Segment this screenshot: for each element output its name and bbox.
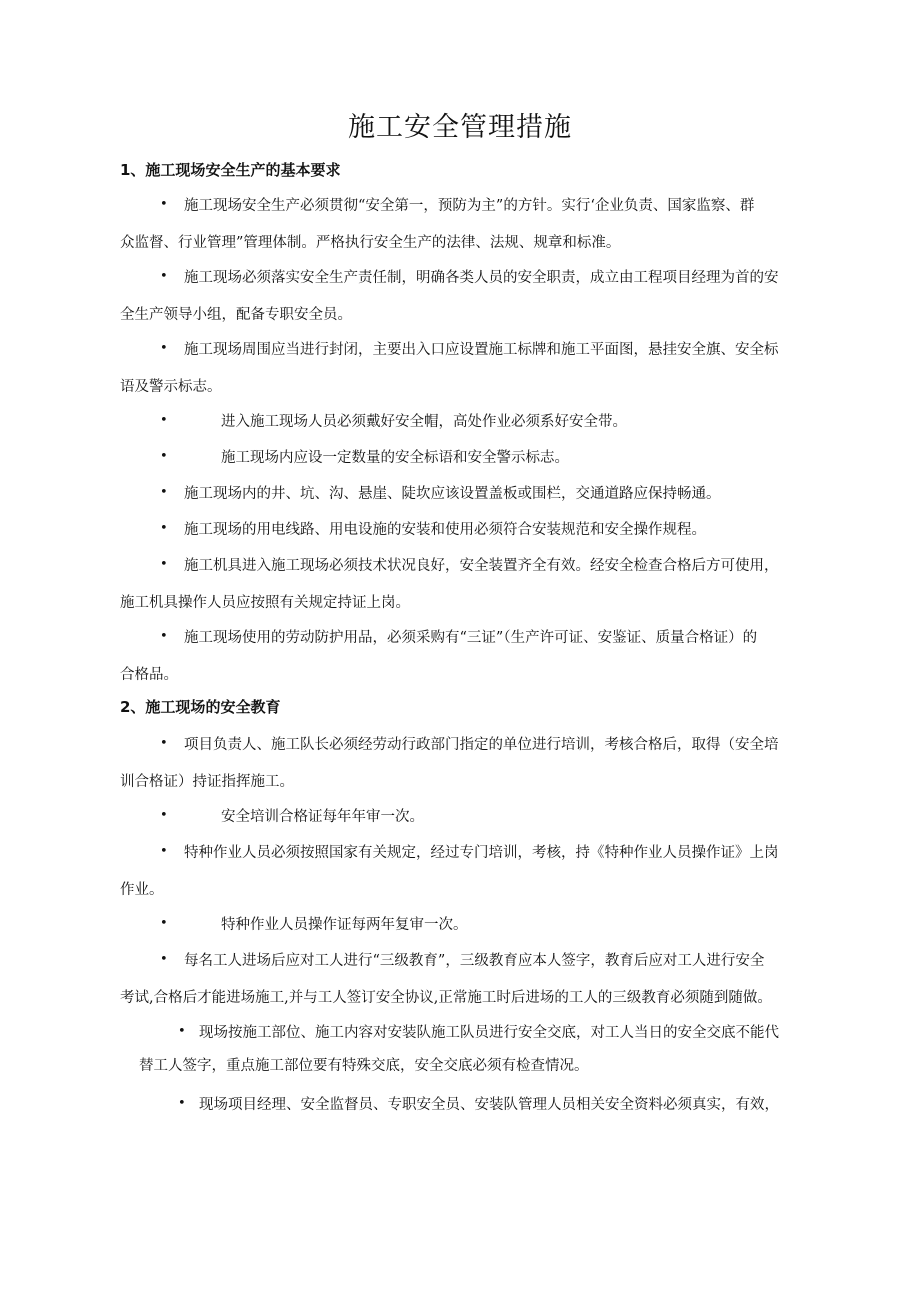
list-item-line: 施工现场使用的劳动防护用品，必须采购有“三证”（生产许可证、安鉴证、质量合格证）的 (184, 630, 758, 646)
list-item-line: 全生产领导小组，配备专职安全员。 (120, 307, 352, 323)
bullet-icon: • (160, 557, 168, 572)
list-item-line: 众监督、行业管理”管理体制。严格执行安全生产的法律、法规、规章和标准。 (120, 235, 621, 251)
bullet-icon: • (160, 629, 168, 644)
list-item-line: 作业。 (120, 882, 164, 898)
bullet-icon: • (160, 844, 168, 859)
list-item-line: 施工机具操作人员应按照有关规定持证上岗。 (120, 595, 410, 611)
list-item-line: 施工现场内应设一定数量的安全标语和安全警示标志。 (221, 450, 569, 466)
bullet-icon: • (160, 449, 168, 464)
list-item-line: 项目负责人、施工队长必须经劳动行政部门指定的单位进行培训，考核合格后，取得（安全培 (184, 737, 779, 753)
bullet-icon: • (160, 521, 168, 536)
bullet-icon: • (160, 808, 168, 823)
bullet-icon: • (160, 485, 168, 500)
list-item-line: 考试,合格后才能进场施工,并与工人签订安全协议,正常施工时后进场的工人的三级教育必须随到随做。 (120, 990, 772, 1006)
bullet-icon: • (160, 413, 168, 428)
document-title: 施工安全管理措施 (348, 112, 572, 143)
bullet-icon: • (160, 341, 168, 356)
bullet-icon: • (160, 736, 168, 751)
section-heading: 1、施工现场安全生产的基本要求 (120, 161, 341, 179)
bullet-icon: • (160, 269, 168, 284)
list-item-line: 训合格证）持证指挥施工。 (120, 774, 294, 790)
bullet-icon: • (160, 197, 168, 212)
list-item-line: 施工机具进入施工现场必须技术状况良好，安全装置齐全有效。经安全检查合格后方可使用， (184, 558, 779, 574)
bullet-icon: • (178, 1024, 186, 1039)
list-item-line: 施工现场的用电线路、用电设施的安装和使用必须符合安装规范和安全操作规程。 (184, 522, 706, 538)
bullet-icon: • (160, 952, 168, 967)
list-item-line: 语及警示标志。 (120, 379, 222, 395)
list-item-line: 特种作业人员必须按照国家有关规定，经过专门培训，考核，持《特种作业人员操作证》上岗 (184, 845, 779, 861)
list-item-line: 特种作业人员操作证每两年复审一次。 (221, 917, 468, 933)
list-item-line: 安全培训合格证每年年审一次。 (221, 809, 424, 825)
list-item-line: 施工现场安全生产必须贯彻“安全第一，预防为主”的方针。实行‘企业负责、国家监察、群 (184, 198, 755, 214)
list-item-line: 合格品。 (120, 667, 178, 683)
list-item-line: 现场项目经理、安全监督员、专职安全员、安装队管理人员相关安全资料必须真实，有效， (199, 1097, 779, 1113)
list-item-line: 进入施工现场人员必须戴好安全帽，高处作业必须系好安全带。 (221, 414, 627, 430)
section-heading: 2、施工现场的安全教育 (120, 698, 281, 716)
list-item-line: 施工现场必须落实安全生产责任制，明确各类人员的安全职责，成立由工程项目经理为首的安 (184, 270, 779, 286)
list-item-line: 替工人签字，重点施工部位要有特殊交底，安全交底必须有检查情况。 (139, 1058, 589, 1074)
bullet-icon: • (178, 1096, 186, 1111)
list-item-line: 每名工人进场后应对工人进行“三级教育”，三级教育应本人签字，教育后应对工人进行安全 (184, 953, 765, 969)
list-item-line: 施工现场周围应当进行封闭，主要出入口应设置施工标牌和施工平面图，悬挂安全旗、安全标 (184, 342, 779, 358)
list-item-line: 现场按施工部位、施工内容对安装队施工队员进行安全交底，对工人当日的安全交底不能代 (199, 1025, 779, 1041)
bullet-icon: • (160, 916, 168, 931)
list-item-line: 施工现场内的井、坑、沟、悬崖、陡坎应该设置盖板或围栏，交通道路应保持畅通。 (184, 486, 721, 502)
